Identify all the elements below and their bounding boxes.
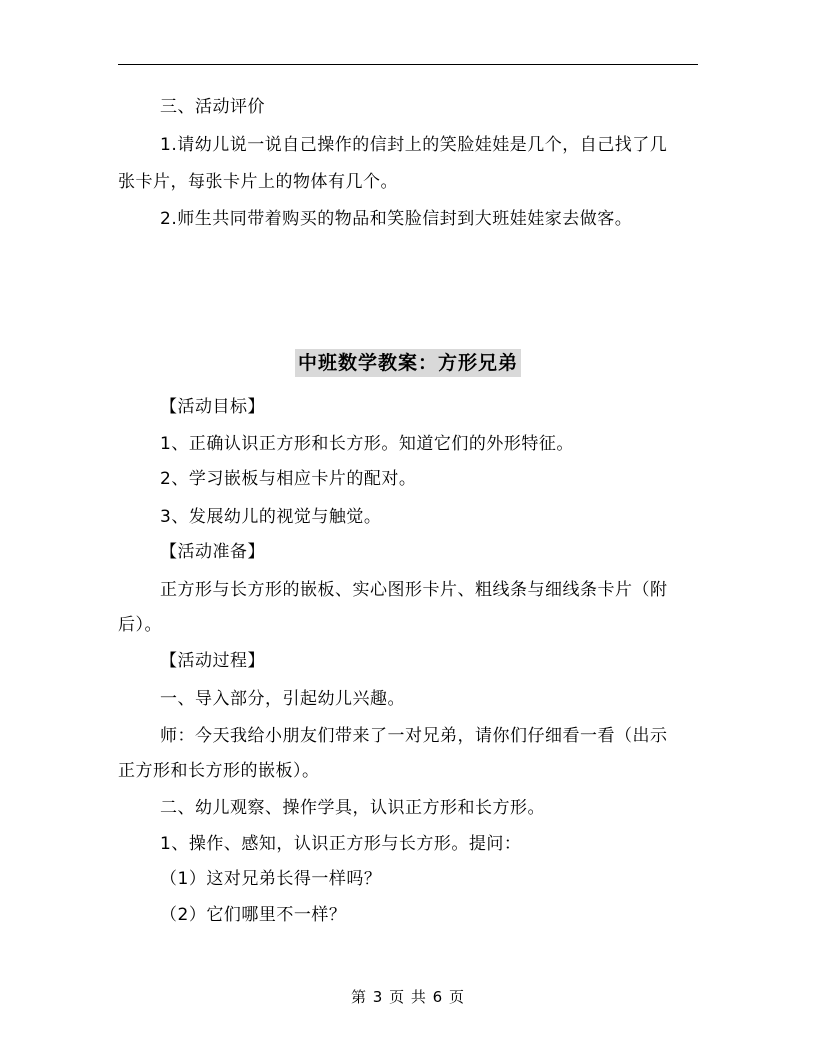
- evaluation-item-2: 2.师生共同带着购买的物品和笑脸信封到大班娃娃家去做客。: [160, 209, 633, 229]
- goals-heading: 【活动目标】: [160, 397, 265, 417]
- goal-3: 3、发展幼儿的视觉与触觉。: [160, 507, 382, 527]
- preparation-line-2: 后）。: [118, 615, 162, 635]
- page-number-footer: 第 3 页 共 6 页: [351, 988, 465, 1006]
- goal-1: 1、正确认识正方形和长方形。知道它们的外形特征。: [160, 434, 574, 454]
- process-heading: 【活动过程】: [160, 651, 265, 671]
- sub-step-1: 1、操作、感知，认识正方形与长方形。提问：: [160, 834, 522, 854]
- teacher-script-line-1: 师：今天我给小朋友们带来了一对兄弟，请你们仔细看一看（出示: [160, 726, 668, 746]
- question-2: （2）它们哪里不一样？: [160, 905, 347, 925]
- step-1-intro: 一、导入部分，引起幼儿兴趣。: [160, 689, 405, 709]
- section-heading-evaluation: 三、活动评价: [160, 97, 265, 117]
- preparation-heading: 【活动准备】: [160, 542, 265, 562]
- preparation-line-1: 正方形与长方形的嵌板、实心图形卡片、粗线条与细线条卡片（附: [160, 580, 668, 600]
- lesson-title: 中班数学教案：方形兄弟: [295, 349, 521, 377]
- question-1: （1）这对兄弟长得一样吗？: [160, 869, 382, 889]
- step-2-observe: 二、幼儿观察、操作学具，认识正方形和长方形。: [160, 798, 545, 818]
- evaluation-item-1-line-2: 张卡片，每张卡片上的物体有几个。: [118, 172, 398, 192]
- lesson-title-wrapper: [0, 349, 816, 377]
- teacher-script-line-2: 正方形和长方形的嵌板）。: [118, 761, 320, 781]
- header-rule: [118, 64, 698, 65]
- goal-2: 2、学习嵌板与相应卡片的配对。: [160, 469, 417, 489]
- evaluation-item-1-line-1: 1.请幼儿说一说自己操作的信封上的笑脸娃娃是几个，自己找了几: [160, 135, 668, 155]
